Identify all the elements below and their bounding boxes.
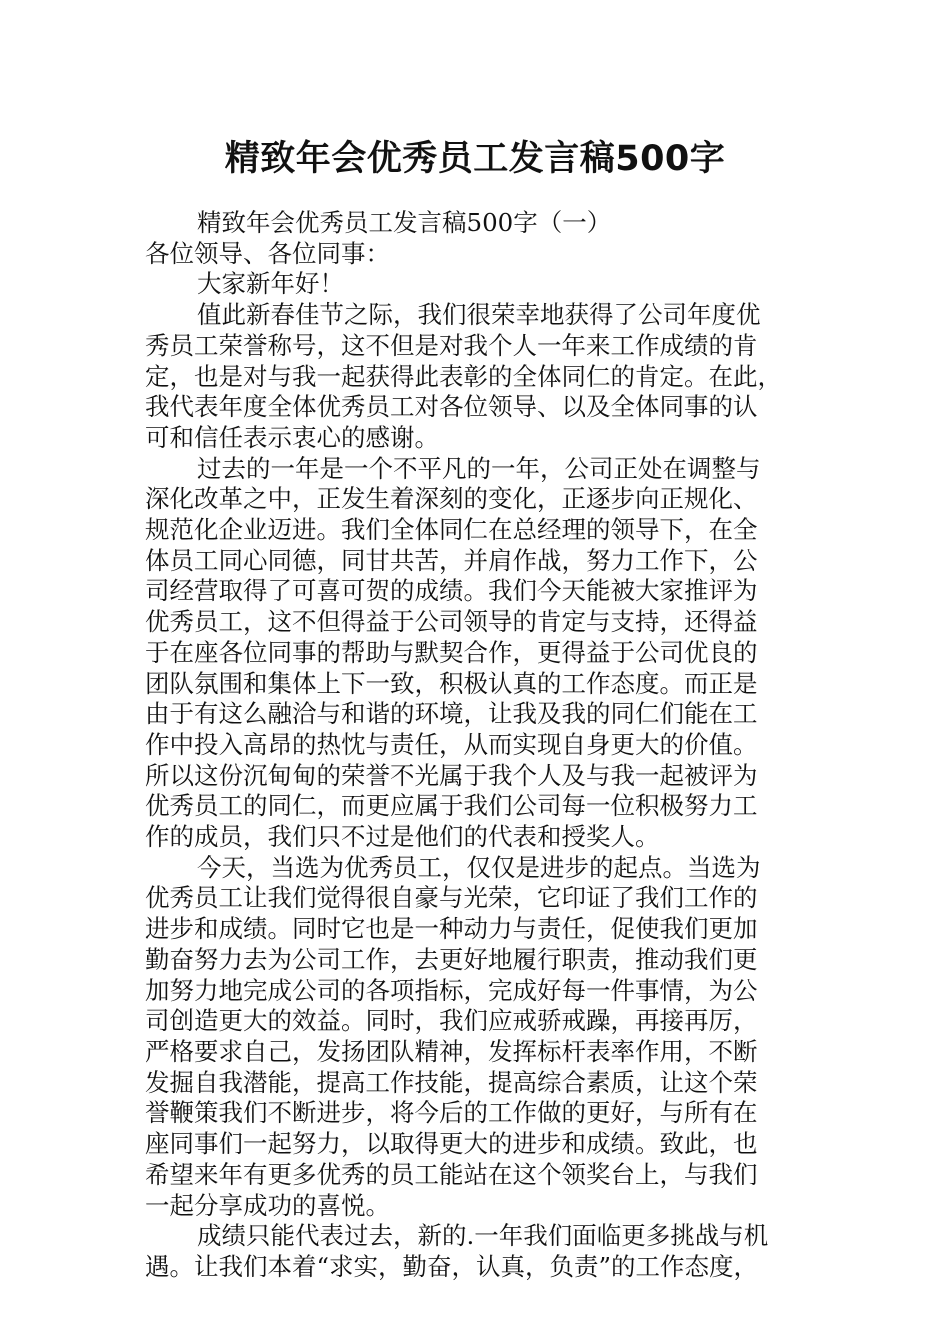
body-line: 深化改革之中，正发生着深刻的变化，正逐步向正规化、 <box>145 484 758 514</box>
body-line: 定，也是对与我一起获得此表彰的全体同仁的肯定。在此， <box>145 361 782 391</box>
body-line: 严格要求自己，发扬团队精神，发挥标杆表率作用，不断 <box>145 1036 758 1066</box>
body-line: 成绩只能代表过去，新的.一年我们面临更多挑战与机 <box>197 1221 769 1251</box>
body-line: 大家新年好！ <box>197 269 344 299</box>
body-line: 作的成员，我们只不过是他们的代表和授奖人。 <box>145 822 660 852</box>
body-line: 誉鞭策我们不断进步，将今后的工作做的更好，与所有在 <box>145 1098 758 1128</box>
body-line: 过去的一年是一个不平凡的一年，公司正处在调整与 <box>197 453 761 483</box>
body-line: 精致年会优秀员工发言稿500字（一） <box>197 208 612 237</box>
body-line: 体员工同心同德，同甘共苦，并肩作战，努力工作下，公 <box>145 545 758 575</box>
body-line: 优秀员工让我们觉得很自豪与光荣，它印证了我们工作的 <box>145 883 758 913</box>
body-line: 各位领导、各位同事： <box>145 238 390 268</box>
body-line: 司创造更大的效益。同时，我们应戒骄戒躁，再接再厉， <box>145 1006 758 1036</box>
document-title: 精致年会优秀员工发言稿500字 <box>224 139 726 179</box>
body-line: 作中投入高昂的热忱与责任，从而实现自身更大的价值。 <box>145 729 758 759</box>
body-line: 座同事们一起努力，以取得更大的进步和成绩。致此，也 <box>145 1129 758 1159</box>
body-line: 司经营取得了可喜可贺的成绩。我们今天能被大家推评为 <box>145 576 758 606</box>
body-line: 秀员工荣誉称号，这不但是对我个人一年来工作成绩的肯 <box>145 330 758 360</box>
body-line: 团队氛围和集体上下一致，积极认真的工作态度。而正是 <box>145 668 758 698</box>
body-line: 今天，当选为优秀员工，仅仅是进步的起点。当选为 <box>197 852 761 882</box>
body-line: 我代表年度全体优秀员工对各位领导、以及全体同事的认 <box>145 392 758 422</box>
body-line: 发掘自我潜能，提高工作技能，提高综合素质，让这个荣 <box>145 1067 758 1097</box>
body-line: 加努力地完成公司的各项指标，完成好每一件事情，为公 <box>145 975 758 1005</box>
body-line: 优秀员工的同仁，而更应属于我们公司每一位积极努力工 <box>145 791 758 821</box>
body-line: 希望来年有更多优秀的员工能站在这个领奖台上，与我们 <box>145 1159 758 1189</box>
body-line: 规范化企业迈进。我们全体同仁在总经理的领导下，在全 <box>145 515 758 545</box>
body-line: 值此新春佳节之际，我们很荣幸地获得了公司年度优 <box>197 300 761 330</box>
body-line: 优秀员工，这不但得益于公司领导的肯定与支持，还得益 <box>145 607 758 637</box>
body-line: 勤奋努力去为公司工作，去更好地履行职责，推动我们更 <box>145 944 758 974</box>
body-line: 可和信任表示衷心的感谢。 <box>145 422 439 452</box>
body-line: 遇。让我们本着“求实，勤奋，认真，负责”的工作态度， <box>145 1251 759 1281</box>
body-line: 一起分享成功的喜悦。 <box>145 1190 390 1220</box>
document-body <box>145 208 805 1283</box>
body-line: 由于有这么融洽与和谐的环境，让我及我的同仁们能在工 <box>145 699 758 729</box>
body-line: 进步和成绩。同时它也是一种动力与责任，促使我们更加 <box>145 914 758 944</box>
body-line: 于在座各位同事的帮助与默契合作，更得益于公司优良的 <box>145 637 758 667</box>
body-line: 所以这份沉甸甸的荣誉不光属于我个人及与我一起被评为 <box>145 760 758 790</box>
